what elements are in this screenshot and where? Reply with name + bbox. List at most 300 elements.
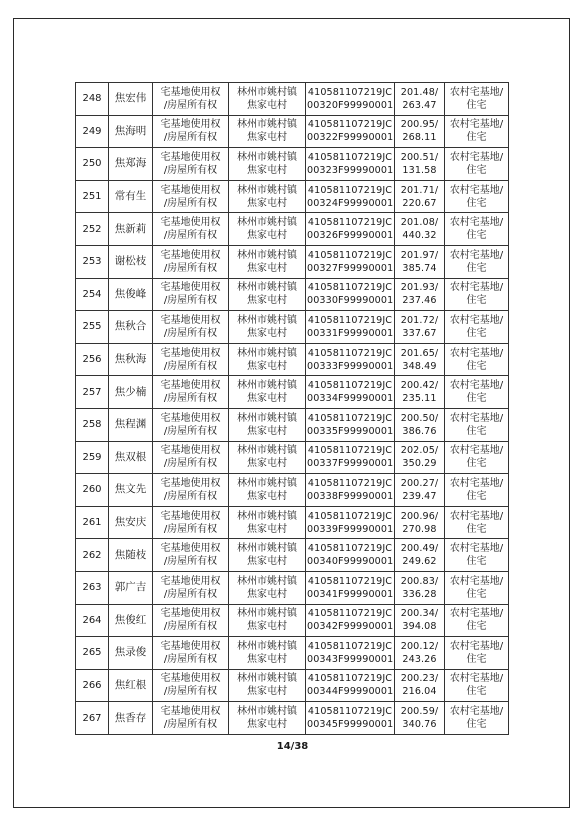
cell-unit-code-line: 00341F99990001	[307, 588, 394, 600]
cell-unit-code-line: 410581107219JC	[307, 347, 393, 359]
cell-usage-line: 农村宅基地/	[449, 706, 504, 718]
cell-usage-line: 住宅	[466, 393, 487, 405]
cell-usage-line: 农村宅基地/	[449, 543, 504, 555]
cell-area	[395, 702, 445, 735]
registry-table	[75, 82, 509, 735]
cell-location	[229, 604, 306, 637]
cell-usage-line: 住宅	[466, 425, 487, 437]
cell-location-line: 林州市姚村镇	[237, 380, 297, 392]
cell-unit-code	[306, 245, 395, 278]
cell-usage	[445, 311, 509, 344]
cell-location-line: 林州市姚村镇	[237, 640, 297, 652]
cell-area	[395, 278, 445, 311]
table-row	[76, 343, 509, 376]
cell-location-line: 林州市姚村镇	[237, 119, 297, 131]
table-row	[76, 571, 509, 604]
cell-right-type	[153, 83, 229, 116]
cell-right-type-line: 宅基地使用权	[160, 119, 221, 131]
cell-location-line: 林州市姚村镇	[237, 184, 297, 196]
cell-unit-code-line: 410581107219JC	[307, 282, 393, 294]
cell-usage-line: 住宅	[466, 230, 487, 242]
cell-right-type-line: /房屋所有权	[163, 458, 218, 470]
cell-unit-code-line: 00344F99990001	[307, 686, 394, 698]
cell-location	[229, 571, 306, 604]
cell-serial-number: 264	[76, 604, 109, 637]
cell-unit-code-line: 00340F99990001	[307, 556, 394, 568]
cell-serial-number: 252	[76, 213, 109, 246]
cell-right-type	[153, 474, 229, 507]
cell-location	[229, 441, 306, 474]
cell-area-line: 270.98	[402, 523, 437, 535]
cell-area-line: 337.67	[402, 327, 437, 339]
cell-right-type-line: 宅基地使用权	[160, 575, 221, 587]
cell-unit-code-line: 00326F99990001	[307, 230, 394, 242]
cell-location	[229, 702, 306, 735]
cell-serial-number: 251	[76, 180, 109, 213]
cell-serial-number: 261	[76, 506, 109, 539]
table-row	[76, 474, 509, 507]
cell-owner-name: 焦程渊	[109, 408, 153, 441]
cell-area-line: 131.58	[402, 164, 437, 176]
cell-usage-line: 农村宅基地/	[449, 249, 504, 261]
table-row	[76, 213, 509, 246]
cell-location-line: 焦家屯村	[247, 719, 287, 731]
cell-right-type-line: 宅基地使用权	[160, 640, 221, 652]
cell-owner-name: 焦文先	[109, 474, 153, 507]
cell-area	[395, 83, 445, 116]
cell-area-line: 200.96/	[400, 510, 439, 522]
cell-owner-name: 焦秋海	[109, 343, 153, 376]
cell-area	[395, 180, 445, 213]
cell-right-type-line: 宅基地使用权	[160, 347, 221, 359]
cell-unit-code	[306, 311, 395, 344]
cell-unit-code-line: 00333F99990001	[307, 360, 394, 372]
cell-location-line: 林州市姚村镇	[237, 445, 297, 457]
cell-location-line: 林州市姚村镇	[237, 217, 297, 229]
cell-right-type-line: /房屋所有权	[163, 588, 218, 600]
cell-location-line: 焦家屯村	[247, 556, 287, 568]
cell-usage-line: 住宅	[466, 360, 487, 372]
cell-owner-name: 焦香存	[109, 702, 153, 735]
cell-unit-code	[306, 343, 395, 376]
table-row	[76, 245, 509, 278]
cell-location	[229, 83, 306, 116]
cell-usage-line: 农村宅基地/	[449, 575, 504, 587]
cell-unit-code	[306, 148, 395, 181]
cell-location-line: 林州市姚村镇	[237, 510, 297, 522]
cell-area	[395, 245, 445, 278]
cell-usage	[445, 278, 509, 311]
cell-unit-code-line: 410581107219JC	[307, 640, 393, 652]
cell-usage	[445, 115, 509, 148]
cell-right-type	[153, 408, 229, 441]
cell-area-line: 201.65/	[400, 347, 439, 359]
cell-area	[395, 408, 445, 441]
cell-location-line: 焦家屯村	[247, 393, 287, 405]
cell-location-line: 焦家屯村	[247, 327, 287, 339]
cell-serial-number: 262	[76, 539, 109, 572]
cell-location-line: 焦家屯村	[247, 653, 287, 665]
cell-area	[395, 571, 445, 604]
cell-area-line: 200.34/	[400, 608, 439, 620]
cell-usage-line: 住宅	[466, 164, 487, 176]
cell-right-type-line: /房屋所有权	[163, 360, 218, 372]
cell-area-line: 200.59/	[400, 706, 439, 718]
cell-unit-code	[306, 506, 395, 539]
cell-usage	[445, 441, 509, 474]
cell-location-line: 焦家屯村	[247, 197, 287, 209]
cell-right-type-line: /房屋所有权	[163, 719, 218, 731]
table-row	[76, 637, 509, 670]
cell-usage	[445, 539, 509, 572]
cell-location	[229, 506, 306, 539]
cell-right-type	[153, 148, 229, 181]
cell-area-line: 201.93/	[400, 282, 439, 294]
cell-location	[229, 637, 306, 670]
cell-right-type-line: 宅基地使用权	[160, 543, 221, 555]
cell-right-type-line: /房屋所有权	[163, 621, 218, 633]
cell-location	[229, 245, 306, 278]
cell-unit-code	[306, 604, 395, 637]
cell-serial-number: 256	[76, 343, 109, 376]
cell-right-type-line: /房屋所有权	[163, 327, 218, 339]
cell-area	[395, 148, 445, 181]
cell-location-line: 林州市姚村镇	[237, 412, 297, 424]
cell-unit-code	[306, 669, 395, 702]
cell-area-line: 394.08	[402, 621, 437, 633]
cell-owner-name: 焦秋合	[109, 311, 153, 344]
cell-location-line: 焦家屯村	[247, 490, 287, 502]
cell-unit-code-line: 410581107219JC	[307, 184, 393, 196]
cell-unit-code-line: 410581107219JC	[307, 445, 393, 457]
cell-unit-code-line: 00327F99990001	[307, 262, 394, 274]
cell-location	[229, 343, 306, 376]
table-row	[76, 408, 509, 441]
cell-unit-code	[306, 180, 395, 213]
cell-owner-name: 焦红根	[109, 669, 153, 702]
cell-area-line: 200.42/	[400, 380, 439, 392]
cell-unit-code-line: 410581107219JC	[307, 412, 393, 424]
table-row	[76, 506, 509, 539]
cell-unit-code-line: 00342F99990001	[307, 621, 394, 633]
cell-unit-code-line: 410581107219JC	[307, 119, 393, 131]
cell-location-line: 焦家屯村	[247, 132, 287, 144]
cell-right-type	[153, 213, 229, 246]
cell-location	[229, 376, 306, 409]
cell-right-type-line: /房屋所有权	[163, 295, 218, 307]
cell-unit-code-line: 410581107219JC	[307, 314, 393, 326]
table-row	[76, 83, 509, 116]
cell-area	[395, 539, 445, 572]
cell-unit-code	[306, 278, 395, 311]
cell-right-type	[153, 571, 229, 604]
page-number: 14/38	[276, 741, 309, 752]
cell-owner-name: 谢松枝	[109, 245, 153, 278]
cell-right-type-line: /房屋所有权	[163, 523, 218, 535]
table-row	[76, 148, 509, 181]
cell-right-type-line: 宅基地使用权	[160, 445, 221, 457]
cell-usage-line: 住宅	[466, 458, 487, 470]
cell-usage	[445, 506, 509, 539]
cell-unit-code-line: 00322F99990001	[307, 132, 394, 144]
cell-location-line: 林州市姚村镇	[237, 314, 297, 326]
cell-area-line: 263.47	[402, 99, 437, 111]
cell-right-type-line: 宅基地使用权	[160, 86, 221, 98]
cell-right-type	[153, 637, 229, 670]
cell-usage-line: 农村宅基地/	[449, 477, 504, 489]
cell-unit-code	[306, 115, 395, 148]
cell-area-line: 201.71/	[400, 184, 439, 196]
table-row	[76, 441, 509, 474]
cell-location	[229, 148, 306, 181]
cell-location	[229, 311, 306, 344]
cell-serial-number: 260	[76, 474, 109, 507]
cell-area	[395, 343, 445, 376]
cell-usage-line: 农村宅基地/	[449, 184, 504, 196]
cell-owner-name: 焦郑海	[109, 148, 153, 181]
cell-area-line: 200.51/	[400, 151, 439, 163]
cell-location-line: 焦家屯村	[247, 686, 287, 698]
cell-unit-code-line: 410581107219JC	[307, 86, 393, 98]
cell-unit-code-line: 410581107219JC	[307, 510, 393, 522]
cell-unit-code-line: 410581107219JC	[307, 543, 393, 555]
cell-usage-line: 住宅	[466, 523, 487, 535]
cell-usage	[445, 604, 509, 637]
cell-area	[395, 115, 445, 148]
cell-right-type-line: /房屋所有权	[163, 164, 218, 176]
cell-location-line: 焦家屯村	[247, 99, 287, 111]
cell-unit-code-line: 00320F99990001	[307, 99, 394, 111]
cell-serial-number: 253	[76, 245, 109, 278]
cell-unit-code	[306, 83, 395, 116]
cell-usage-line: 住宅	[466, 295, 487, 307]
cell-location-line: 林州市姚村镇	[237, 706, 297, 718]
cell-location	[229, 213, 306, 246]
cell-location-line: 林州市姚村镇	[237, 477, 297, 489]
registry-body	[76, 83, 509, 735]
cell-owner-name: 焦双根	[109, 441, 153, 474]
cell-owner-name: 焦俊峰	[109, 278, 153, 311]
cell-usage	[445, 180, 509, 213]
cell-location-line: 焦家屯村	[247, 621, 287, 633]
cell-right-type-line: 宅基地使用权	[160, 706, 221, 718]
cell-area-line: 201.48/	[400, 86, 439, 98]
cell-unit-code	[306, 637, 395, 670]
cell-location-line: 焦家屯村	[247, 262, 287, 274]
cell-area-line: 201.97/	[400, 249, 439, 261]
cell-unit-code-line: 410581107219JC	[307, 249, 393, 261]
cell-usage-line: 农村宅基地/	[449, 314, 504, 326]
cell-right-type-line: /房屋所有权	[163, 653, 218, 665]
cell-owner-name: 郭广吉	[109, 571, 153, 604]
cell-owner-name: 焦新莉	[109, 213, 153, 246]
cell-unit-code-line: 00339F99990001	[307, 523, 394, 535]
cell-unit-code-line: 410581107219JC	[307, 380, 393, 392]
cell-unit-code-line: 410581107219JC	[307, 217, 393, 229]
cell-location-line: 林州市姚村镇	[237, 151, 297, 163]
cell-unit-code	[306, 213, 395, 246]
cell-usage	[445, 376, 509, 409]
cell-right-type-line: 宅基地使用权	[160, 412, 221, 424]
cell-unit-code-line: 410581107219JC	[307, 151, 393, 163]
cell-unit-code-line: 410581107219JC	[307, 673, 393, 685]
cell-unit-code-line: 00345F99990001	[307, 719, 394, 731]
cell-unit-code-line: 00337F99990001	[307, 458, 394, 470]
cell-usage-line: 住宅	[466, 719, 487, 731]
cell-unit-code-line: 00324F99990001	[307, 197, 394, 209]
cell-location-line: 林州市姚村镇	[237, 608, 297, 620]
cell-usage-line: 农村宅基地/	[449, 445, 504, 457]
cell-usage-line: 农村宅基地/	[449, 217, 504, 229]
cell-usage-line: 农村宅基地/	[449, 347, 504, 359]
cell-area	[395, 669, 445, 702]
cell-right-type-line: 宅基地使用权	[160, 477, 221, 489]
cell-serial-number: 249	[76, 115, 109, 148]
cell-location-line: 焦家屯村	[247, 360, 287, 372]
cell-location	[229, 474, 306, 507]
cell-usage-line: 农村宅基地/	[449, 86, 504, 98]
cell-unit-code-line: 410581107219JC	[307, 706, 393, 718]
cell-usage-line: 住宅	[466, 99, 487, 111]
cell-right-type-line: /房屋所有权	[163, 132, 218, 144]
cell-location-line: 林州市姚村镇	[237, 282, 297, 294]
cell-right-type-line: 宅基地使用权	[160, 673, 221, 685]
cell-area	[395, 506, 445, 539]
cell-area-line: 216.04	[402, 686, 437, 698]
cell-unit-code-line: 00323F99990001	[307, 164, 394, 176]
cell-area-line: 235.11	[402, 393, 437, 405]
cell-usage	[445, 213, 509, 246]
cell-unit-code	[306, 441, 395, 474]
cell-usage	[445, 408, 509, 441]
cell-usage-line: 住宅	[466, 132, 487, 144]
cell-right-type	[153, 604, 229, 637]
cell-area-line: 201.08/	[400, 217, 439, 229]
cell-area-line: 268.11	[402, 132, 437, 144]
cell-area-line: 340.76	[402, 719, 437, 731]
cell-area-line: 385.74	[402, 262, 437, 274]
cell-usage	[445, 148, 509, 181]
cell-unit-code-line: 410581107219JC	[307, 477, 393, 489]
cell-usage-line: 住宅	[466, 197, 487, 209]
table-row	[76, 180, 509, 213]
cell-location-line: 焦家屯村	[247, 523, 287, 535]
cell-usage-line: 农村宅基地/	[449, 380, 504, 392]
cell-right-type	[153, 180, 229, 213]
cell-usage-line: 住宅	[466, 556, 487, 568]
cell-right-type-line: /房屋所有权	[163, 262, 218, 274]
cell-unit-code-line: 00334F99990001	[307, 393, 394, 405]
cell-owner-name: 常有生	[109, 180, 153, 213]
cell-location-line: 焦家屯村	[247, 230, 287, 242]
cell-location-line: 焦家屯村	[247, 425, 287, 437]
cell-location-line: 林州市姚村镇	[237, 249, 297, 261]
cell-right-type	[153, 376, 229, 409]
cell-area-line: 350.29	[402, 458, 437, 470]
table-row	[76, 278, 509, 311]
cell-area-line: 200.95/	[400, 119, 439, 131]
cell-usage-line: 住宅	[466, 262, 487, 274]
cell-usage	[445, 669, 509, 702]
cell-unit-code	[306, 376, 395, 409]
cell-right-type-line: /房屋所有权	[163, 425, 218, 437]
cell-location-line: 焦家屯村	[247, 588, 287, 600]
cell-area	[395, 376, 445, 409]
cell-serial-number: 258	[76, 408, 109, 441]
cell-usage-line: 住宅	[466, 686, 487, 698]
cell-right-type-line: 宅基地使用权	[160, 380, 221, 392]
cell-area-line: 200.23/	[400, 673, 439, 685]
cell-location	[229, 539, 306, 572]
cell-location-line: 焦家屯村	[247, 164, 287, 176]
cell-location	[229, 408, 306, 441]
cell-location	[229, 115, 306, 148]
cell-area-line: 237.46	[402, 295, 437, 307]
table-row	[76, 115, 509, 148]
cell-location	[229, 669, 306, 702]
cell-right-type	[153, 278, 229, 311]
cell-serial-number: 257	[76, 376, 109, 409]
cell-unit-code-line: 00335F99990001	[307, 425, 394, 437]
cell-unit-code	[306, 474, 395, 507]
cell-area-line: 201.72/	[400, 314, 439, 326]
cell-right-type	[153, 343, 229, 376]
cell-right-type-line: 宅基地使用权	[160, 510, 221, 522]
cell-right-type-line: 宅基地使用权	[160, 282, 221, 294]
cell-unit-code-line: 00330F99990001	[307, 295, 394, 307]
cell-right-type-line: /房屋所有权	[163, 393, 218, 405]
cell-usage-line: 农村宅基地/	[449, 673, 504, 685]
cell-area-line: 202.05/	[400, 445, 439, 457]
cell-unit-code-line: 410581107219JC	[307, 575, 393, 587]
cell-right-type-line: 宅基地使用权	[160, 314, 221, 326]
cell-usage	[445, 245, 509, 278]
cell-area-line: 243.26	[402, 653, 437, 665]
cell-location	[229, 180, 306, 213]
cell-right-type-line: /房屋所有权	[163, 556, 218, 568]
cell-usage	[445, 343, 509, 376]
cell-area-line: 336.28	[402, 588, 437, 600]
cell-right-type	[153, 311, 229, 344]
cell-usage-line: 住宅	[466, 490, 487, 502]
cell-serial-number: 259	[76, 441, 109, 474]
cell-owner-name: 焦安庆	[109, 506, 153, 539]
cell-usage	[445, 83, 509, 116]
cell-unit-code-line: 00343F99990001	[307, 653, 394, 665]
cell-right-type	[153, 506, 229, 539]
cell-location-line: 林州市姚村镇	[237, 673, 297, 685]
cell-unit-code-line: 00331F99990001	[307, 327, 394, 339]
table-row	[76, 702, 509, 735]
cell-location-line: 焦家屯村	[247, 295, 287, 307]
cell-serial-number: 254	[76, 278, 109, 311]
cell-area	[395, 441, 445, 474]
cell-right-type-line: 宅基地使用权	[160, 249, 221, 261]
cell-area-line: 239.47	[402, 490, 437, 502]
cell-right-type	[153, 245, 229, 278]
cell-unit-code	[306, 571, 395, 604]
cell-right-type	[153, 539, 229, 572]
cell-area-line: 200.83/	[400, 575, 439, 587]
cell-serial-number: 250	[76, 148, 109, 181]
cell-area-line: 200.50/	[400, 412, 439, 424]
cell-area	[395, 474, 445, 507]
cell-right-type-line: /房屋所有权	[163, 686, 218, 698]
cell-area	[395, 213, 445, 246]
cell-right-type-line: /房屋所有权	[163, 197, 218, 209]
table-row	[76, 376, 509, 409]
cell-area-line: 249.62	[402, 556, 437, 568]
